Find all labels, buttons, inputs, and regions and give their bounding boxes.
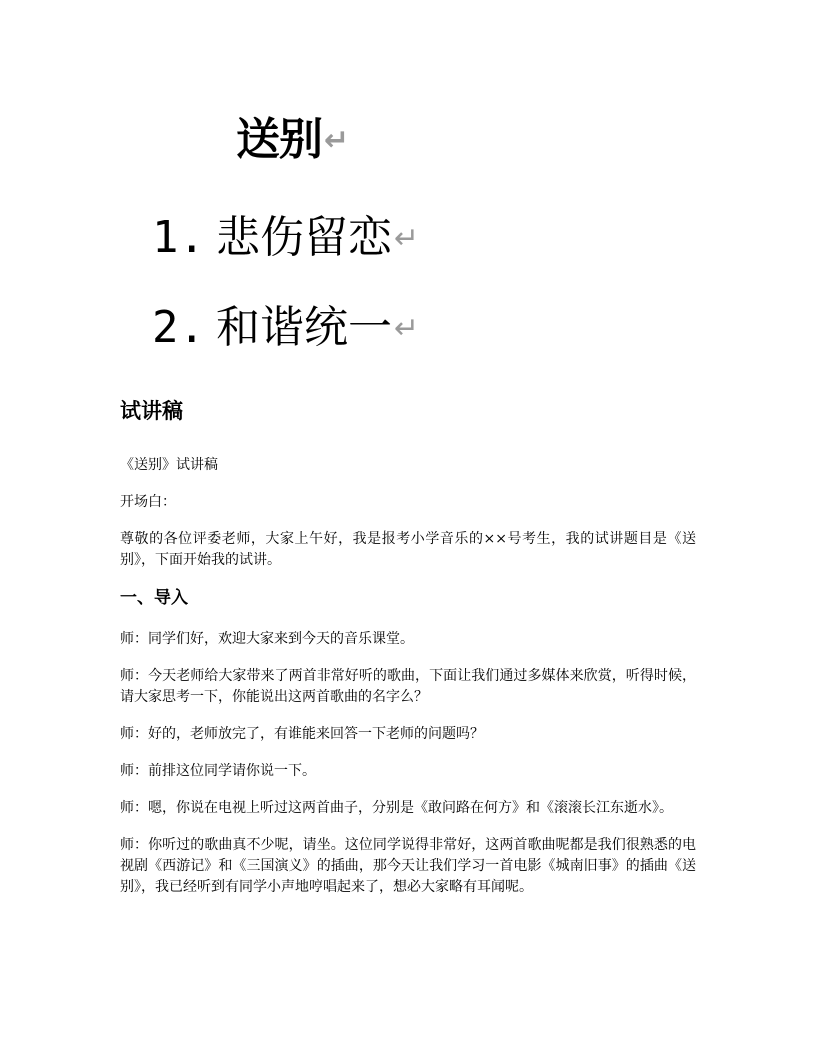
paragraph: 师：嗯，你说在电视上听过这两首曲子，分别是《敢问路在何方》和《滚滚长江东逝水》。 [120,800,673,817]
paragraph: 师：同学们好，欢迎大家来到今天的音乐课堂。 [120,631,414,648]
title-image-text [236,114,349,165]
opening-paragraph: 尊敬的各位评委老师，大家上午好，我是报考小学音乐的××号考生，我的试讲题目是《送别》，下面开始我的试讲。 [120,531,696,569]
outline-number-2: 2. [152,302,205,353]
document-subtitle: 《送别》试讲稿 [120,457,218,474]
document-heading: 试讲稿 [120,399,183,423]
paragraph: 师：你听过的歌曲真不少呢，请坐。这位同学说得非常好，这两首歌曲呢都是我们很熟悉的电视剧《西游记》和《三国演义》的插曲，那今天让我们学习一首电影《城南旧事》的插曲《送别》，我已经听到有同学小声地哼唱起来了，想必大家略有耳闻呢。 [120,837,696,896]
paragraph-mark-icon: ↵ [394,221,420,256]
document-body [120,398,696,914]
outline-item-1 [152,212,420,263]
outline-text-1: 悲伤留恋 [216,212,392,263]
opening-label: 开场白： [120,494,176,511]
paragraph-mark-icon: ↵ [324,123,349,158]
outline-text-2: 和谐统一 [216,302,392,353]
song-title: 送别 [236,114,322,165]
paragraph: 师：今天老师给大家带来了两首非常好听的歌曲，下面让我们通过多媒体来欣赏，听得时候，请大家思考一下，你能说出这两首歌曲的名字么？ [120,668,696,706]
outline-number-1: 1. [152,212,205,263]
outline-item-2 [152,302,420,353]
paragraph: 师：前排这位同学请你说一下。 [120,763,316,780]
section-heading-intro: 一、导入 [120,588,188,609]
paragraph-mark-icon: ↵ [394,311,420,346]
paragraph: 师：好的，老师放完了，有谁能来回答一下老师的问题吗？ [120,726,484,743]
